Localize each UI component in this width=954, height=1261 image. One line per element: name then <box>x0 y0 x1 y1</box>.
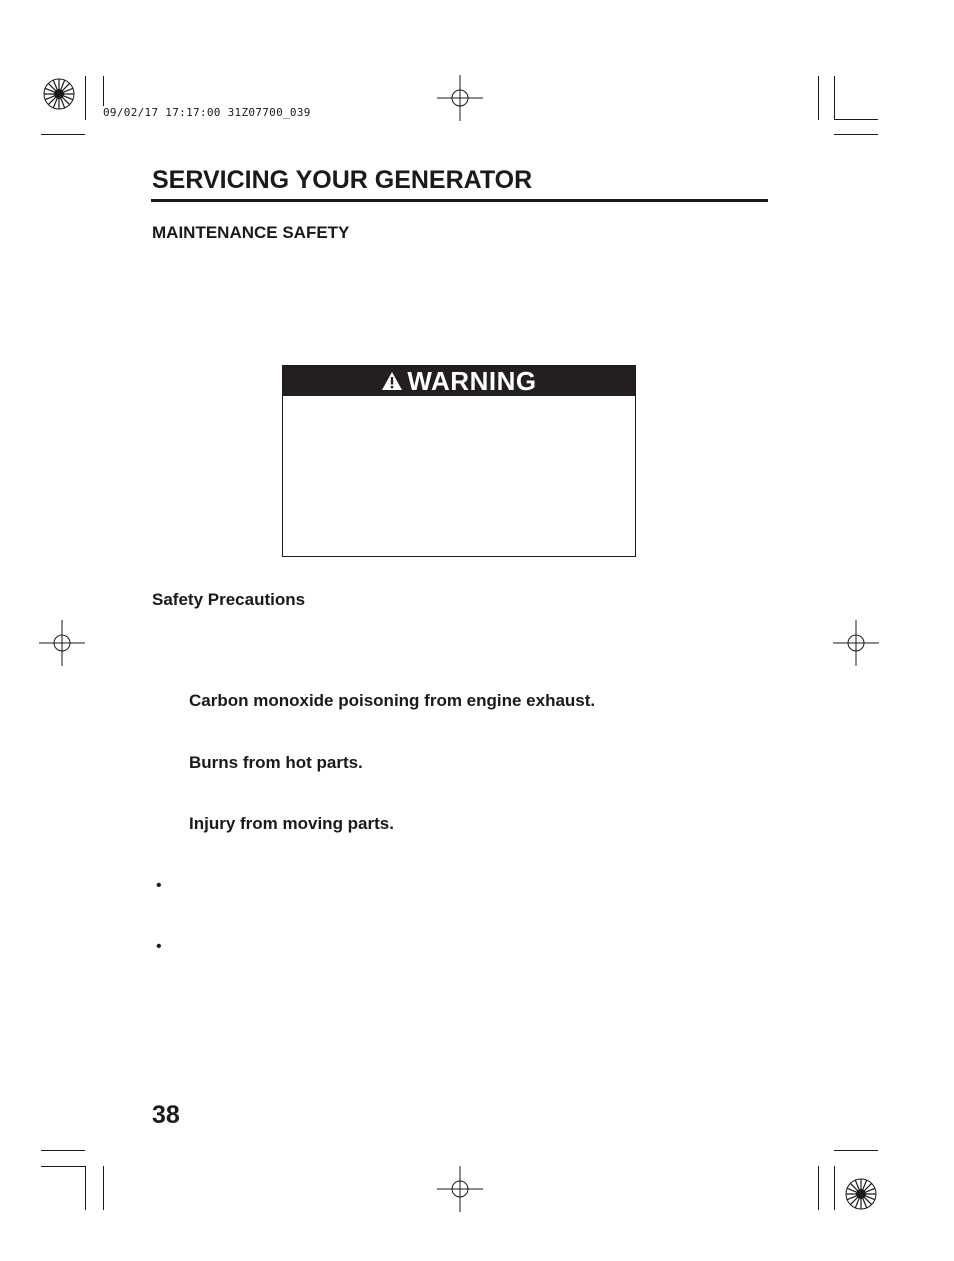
crop-mark <box>41 1166 85 1167</box>
page-title: SERVICING YOUR GENERATOR <box>152 166 533 194</box>
hazard-item: Burns from hot parts. <box>189 753 363 772</box>
crosshair-registration-icon <box>39 620 85 666</box>
crop-mark <box>834 1166 835 1210</box>
print-stamp: 09/02/17 17:17:00 31Z07700_039 <box>103 106 311 119</box>
crosshair-registration-icon <box>437 75 483 121</box>
crop-mark <box>834 119 878 120</box>
crop-mark <box>85 76 86 120</box>
crop-mark <box>834 1150 878 1151</box>
crop-mark <box>818 1166 819 1210</box>
bullet-marker: • <box>156 877 162 894</box>
crop-mark <box>103 1166 104 1210</box>
warning-box <box>282 365 636 557</box>
registration-sunburst-icon <box>42 77 76 111</box>
subsection-title: MAINTENANCE SAFETY <box>152 223 350 242</box>
crop-mark <box>41 1150 85 1151</box>
hazard-item: Carbon monoxide poisoning from engine exhaust. <box>189 691 596 710</box>
crop-mark <box>834 76 835 120</box>
warning-header <box>283 366 635 396</box>
title-rule <box>151 199 768 202</box>
crop-mark <box>818 76 819 120</box>
hazard-item: Injury from moving parts. <box>189 814 394 833</box>
crop-mark <box>85 1166 86 1210</box>
registration-sunburst-icon <box>844 1177 878 1211</box>
safety-precautions-heading: Safety Precautions <box>152 590 306 609</box>
bullet-marker: • <box>156 938 162 955</box>
warning-triangle-icon <box>381 371 403 391</box>
crop-mark <box>834 134 878 135</box>
crop-mark <box>41 134 85 135</box>
warning-label: WARNING <box>407 366 537 396</box>
crosshair-registration-icon <box>437 1166 483 1212</box>
crop-mark <box>103 76 104 106</box>
crosshair-registration-icon <box>833 620 879 666</box>
page-number: 38 <box>152 1101 180 1129</box>
